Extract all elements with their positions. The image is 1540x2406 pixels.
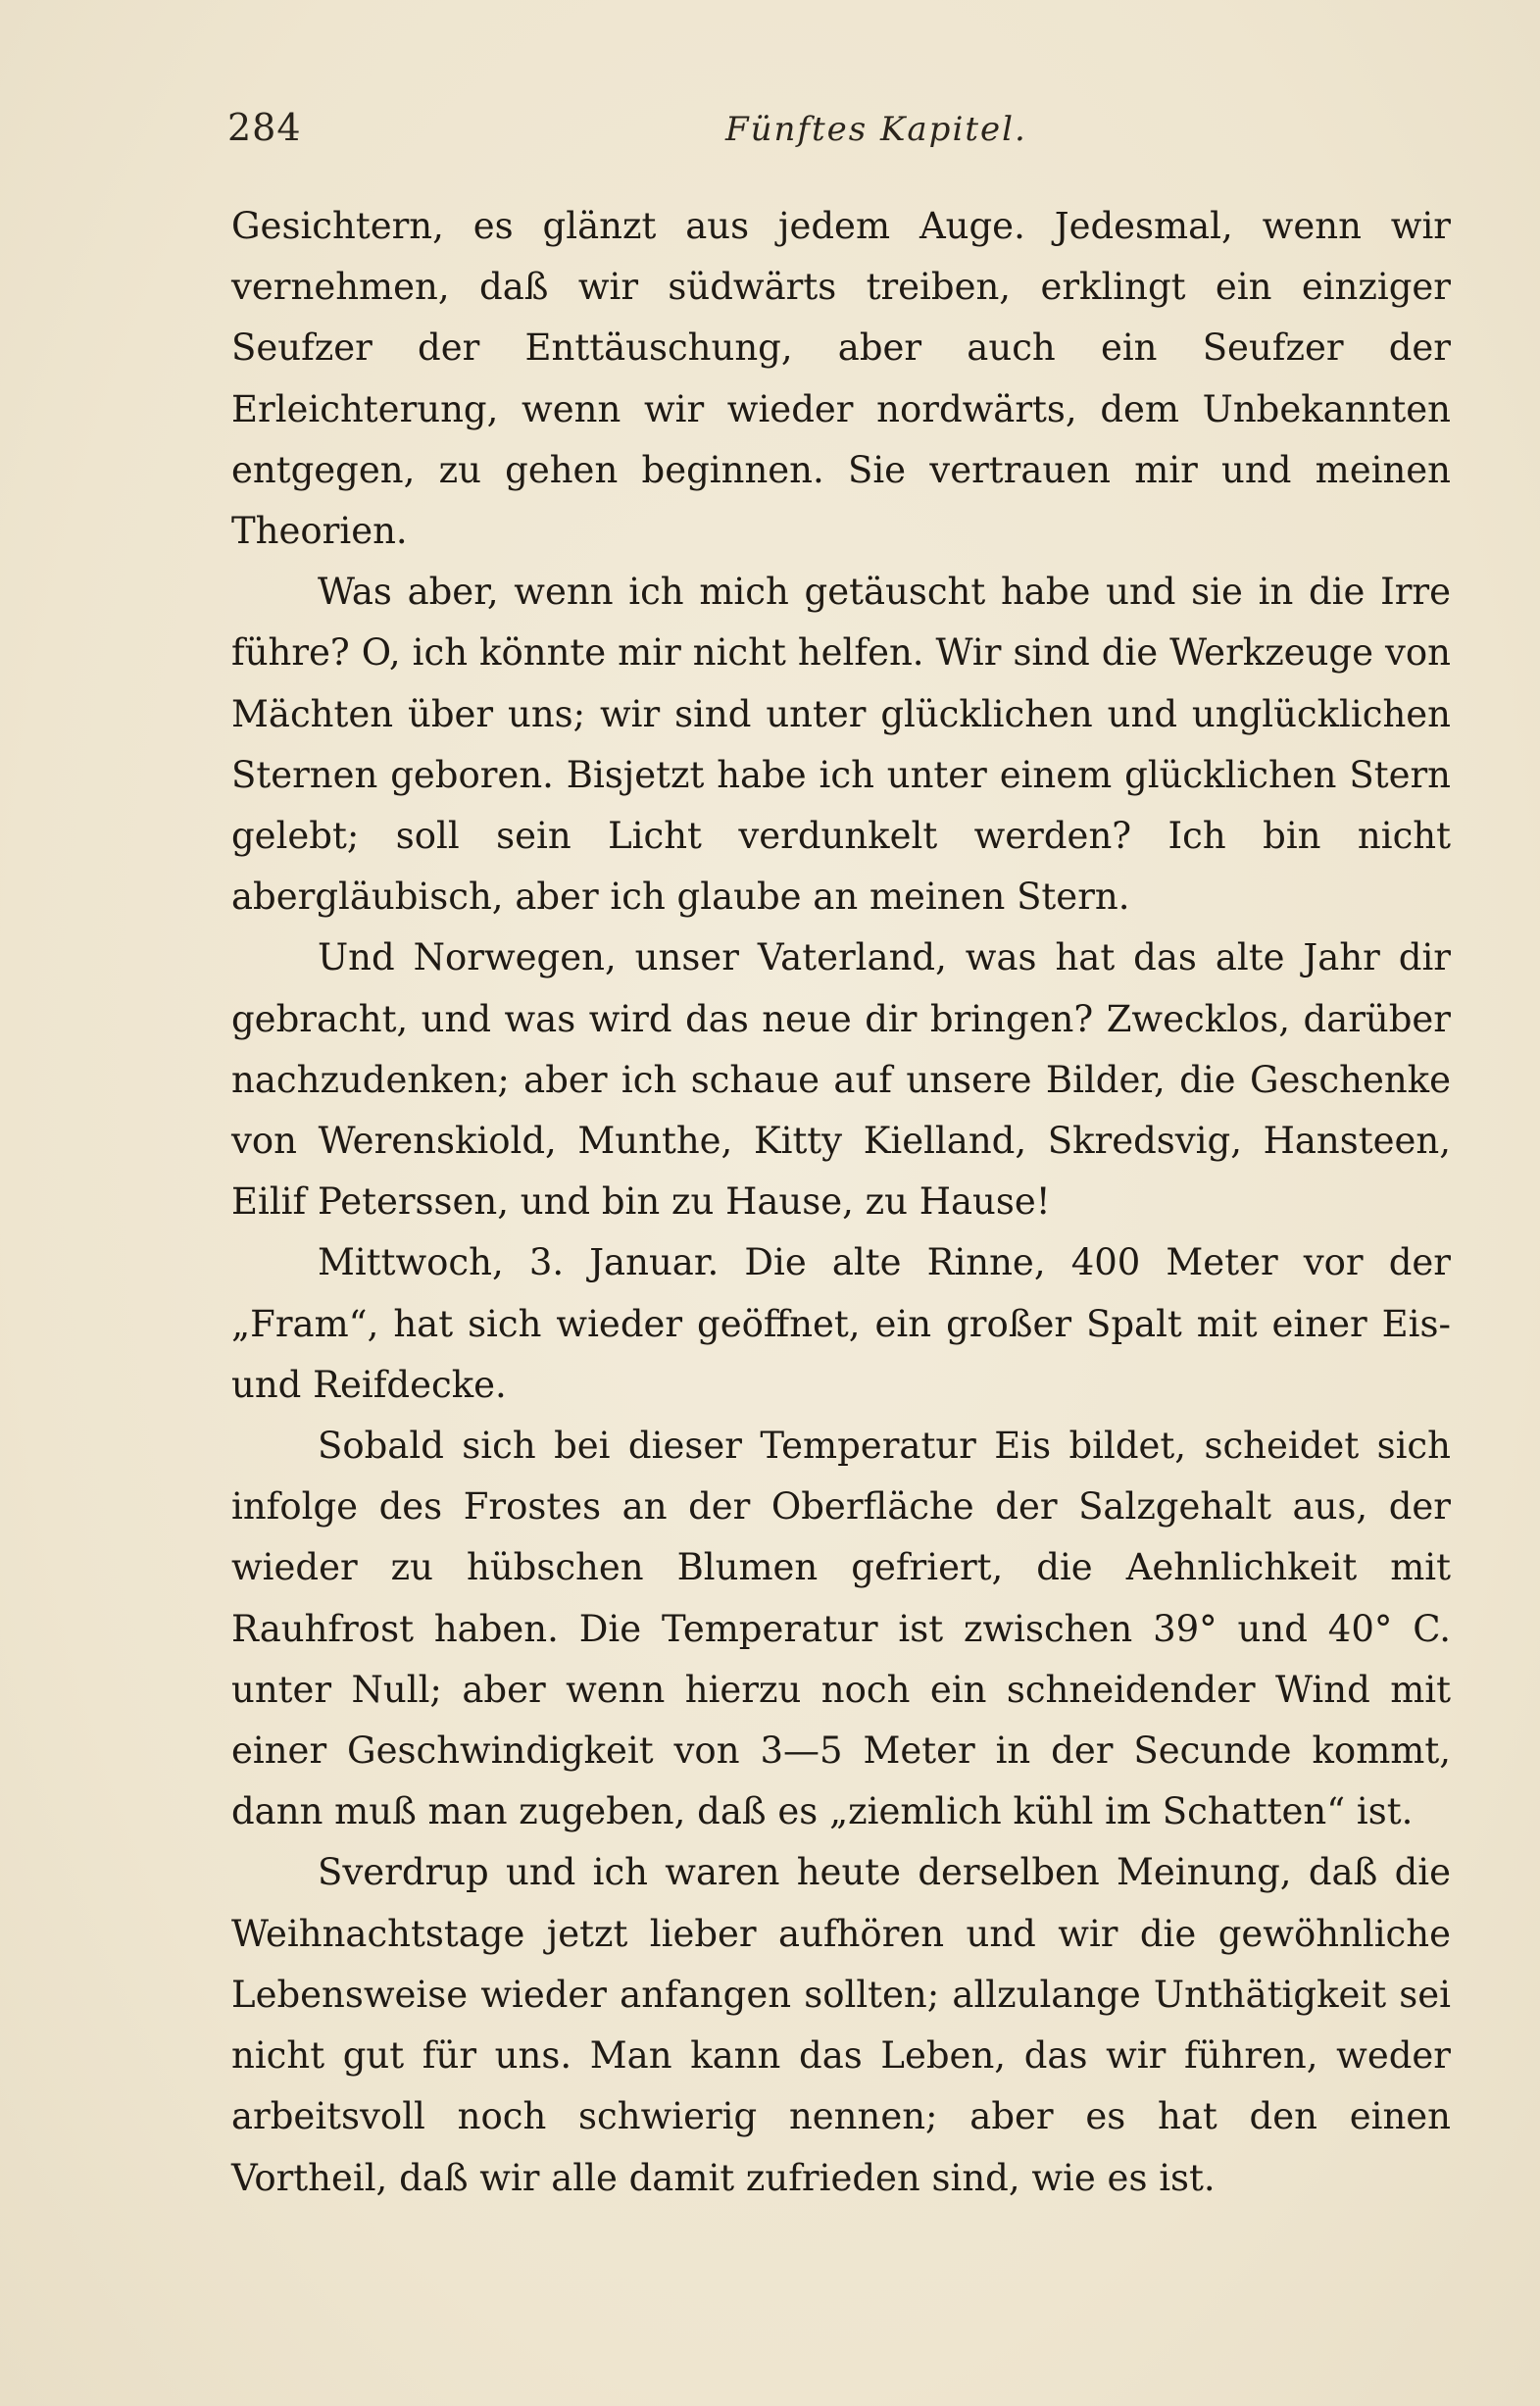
paragraph-1: Gesichtern, es glänzt aus jedem Auge. Jedesmal, wenn wir vernehmen, daß wir südwärts treiben, erklingt ein einziger Seufzer der Enttäuschung, aber auch ein Seufzer der Erleichterung, wenn wir wieder nordwärts, dem Unbekannten entgegen, zu gehen beginnen. Sie vertrauen mir und meinen Theorien. xyxy=(231,205,1451,553)
page-header xyxy=(227,106,1453,165)
paragraph-5: Sobald sich bei dieser Temperatur Eis bildet, scheidet sich infolge des Frostes an der Oberfläche der Salzgehalt aus, der wieder zu hübschen Blumen gefriert, die Aehnlichkeit mit Rauhfrost haben. Die Temperatur ist zwischen 39° und 40° C. unter Null; aber wenn hierzu noch ein schneidender Wind mit einer Geschwindigkeit von 3—5 Meter in der Secunde kommt, dann muß man zugeben, daß es „ziemlich kühl im Schatten“ ist. xyxy=(231,1425,1451,1833)
paragraph-2: Was aber, wenn ich mich getäuscht habe und sie in die Irre führe? O, ich könnte mir nicht helfen. Wir sind die Werkzeuge von Mächten über uns; wir sind unter glücklichen und unglücklichen Sternen geboren. Bisjetzt habe ich unter einem glücklichen Stern gelebt; soll sein Licht verdunkelt werden? Ich bin nicht abergläubisch, aber ich glaube an meinen Stern. xyxy=(231,571,1451,919)
body-text xyxy=(231,196,1451,2209)
running-head: Fünftes Kapitel. xyxy=(725,110,1027,149)
page-number: 284 xyxy=(227,106,302,149)
paragraph-3: Und Norwegen, unser Vaterland, was hat das alte Jahr dir gebracht, und was wird das neue dir bringen? Zwecklos, darüber nachzudenken; aber ich schaue auf unsere Bilder, die Geschenke von Werenskiold, Munthe, Kitty Kielland, Skredsvig, Hansteen, Eilif Peterssen, und bin zu Hause, zu Hause! xyxy=(231,936,1451,1224)
paragraph-4-diary-entry: Mittwoch, 3. Januar. Die alte Rinne, 400 Meter vor der „Fram“, hat sich wieder geöffnet, ein großer Spalt mit einer Eis- und Reifdecke. xyxy=(231,1241,1451,1406)
paragraph-6: Sverdrup und ich waren heute derselben Meinung, daß die Weihnachtstage jetzt lieber aufhören und wir die gewöhnliche Lebensweise wieder anfangen sollten; allzulange Unthätigkeit sei nicht gut für uns. Man kann das Leben, das wir führen, weder arbeitsvoll noch schwierig nennen; aber es hat den einen Vortheil, daß wir alle damit zufrieden sind, wie es ist. xyxy=(231,1851,1451,2199)
